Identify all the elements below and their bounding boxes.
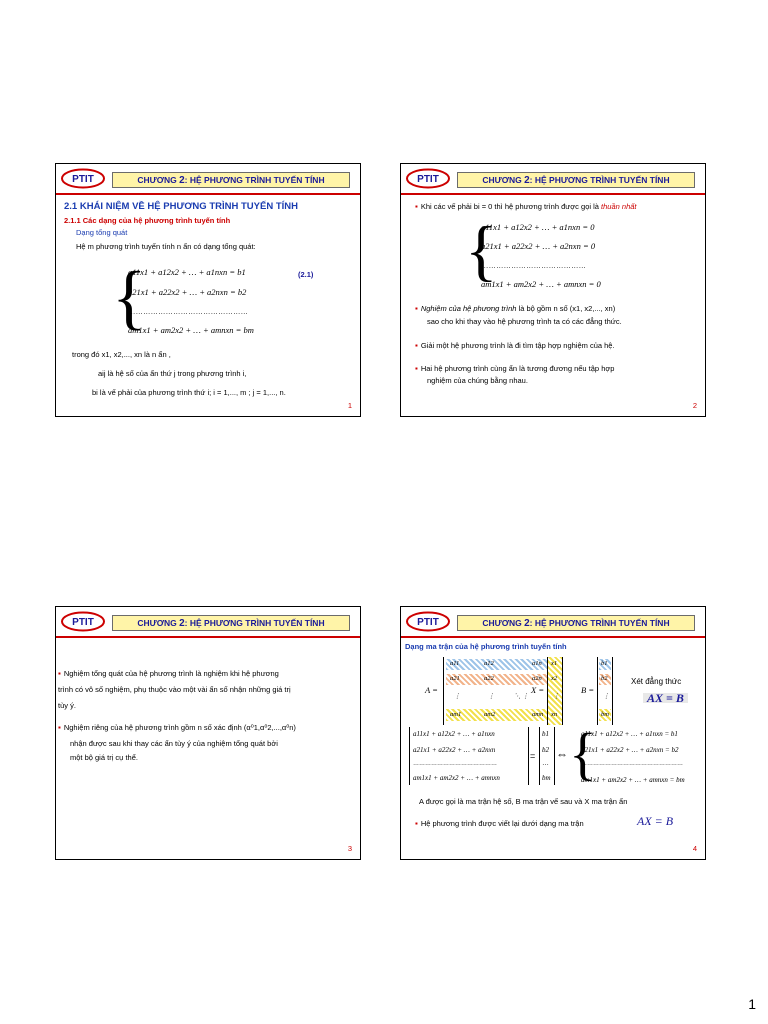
chapter-title: CHƯƠNG 2: HỆ PHƯƠNG TRÌNH TUYẾN TÍNH: [112, 615, 350, 631]
product-row: a21x1 + a22x2 + … + a2nxn: [413, 746, 496, 754]
slide-header: [56, 164, 360, 194]
matrix-x-label: X =: [531, 685, 545, 695]
svg-text:PTIT: PTIT: [417, 174, 439, 185]
equation-row: a21x1 + a22x2 + … + a2nxn = 0: [481, 241, 596, 251]
system-row: a11x1 + a12x2 + … + a1nxn = b1: [581, 730, 678, 738]
slide-header: [401, 607, 705, 637]
matrix-form-equation: AX = B: [637, 814, 674, 828]
bullet-solution: ▪ Nghiệm của hệ phương trình là bộ gồm n số (x1, x2,..., xn): [415, 304, 616, 313]
bullet-equivalent: ▪ Hai hệ phương trình cùng ẩn là tương đương nếu tập hợp: [415, 364, 615, 373]
matrix-a-cell: am1: [450, 711, 462, 718]
slide-1: PTIT CHƯƠNG 2: HỆ PHƯƠNG TRÌNH TUYẾN TÍNH 2.1 KHÁI NIỆM VỀ HỆ PHƯƠNG TRÌNH TUYẾN TÍNH 2.1.1 Các dạng của hệ phương trình tuyến tính Dạng tổng quát Hệ m phương trình tuyến tính n ẩn có dạng tổng quát: { a11x1 + a12x2 + … + a1nxn = b1 (2.1) a21x1 + a22x2 + … + a2nxn = b2 ………………………………………… am1x1 + am2x2 + … + amnxn = bm trong đó x1, x2,..., xn là n ẩn , aij là hệ số của ẩn thứ j trong phương trình i, bi là vế phải của phương trình thứ i; i = 1,..., m ; j = 1,..., n. 1: [55, 163, 361, 417]
matrix-a-cell: ⋱ ⋮: [514, 693, 529, 700]
chapter-title: CHƯƠNG 2: HỆ PHƯƠNG TRÌNH TUYẾN TÍNH: [457, 615, 695, 631]
matrix-x-cell: x2: [551, 675, 558, 682]
slide-4: PTIT CHƯƠNG 2: HỆ PHƯƠNG TRÌNH TUYẾN TÍNH Dạng ma trận của hệ phương trình tuyến tính A = a11 a12 a1n a21 a22 a2n ⋮ ⋮ ⋱ ⋮ am1 am2 amn X = x1 x2 ⋮ xn B = b1 b2 ⋮ bm Xét đẳng thức AX = B a11x1 + a12x2 + … + a1nxn a21x1 + a22x2 + … + a2nxn …………………………………… am1x1 + am2x2 + … + amnxn = b1 b2 … bm ⇔ { a11x1 + a12x2 + … + a1nxn = b1 a21x1 + a22x2 + … + a2nxn = b2 …………………………………………… am1x1 + am2x2 + … + amnxn = bm A được gọi là ma trận hệ số, B ma trận vế sau và X ma trận ẩn ▪ Hệ phương trình được viết lại dưới dạng ma trận AX = B 4: [400, 606, 706, 860]
chapter-title: CHƯƠNG 2: HỆ PHƯƠNG TRÌNH TUYẾN TÍNH: [112, 172, 350, 188]
matrix-a-cell: a21: [450, 675, 460, 682]
chapter-title: CHƯƠNG 2: HỆ PHƯƠNG TRÌNH TUYẾN TÍNH: [457, 172, 695, 188]
bullet-equivalent-cont: nghiệm của chúng bằng nhau.: [427, 376, 528, 385]
svg-text:PTIT: PTIT: [72, 617, 94, 628]
identity-formula: AX = B: [643, 693, 688, 703]
equivalence-icon: ⇔: [556, 747, 568, 761]
section-title: 2.1 KHÁI NIỆM VỀ HỆ PHƯƠNG TRÌNH TUYẾN TÍNH: [64, 201, 298, 212]
matrix-x: [547, 657, 563, 725]
form-label: Dạng tổng quát: [76, 228, 128, 237]
bullet-general-solution-cont: tùy ý.: [58, 701, 76, 710]
matrix-x-cell: ⋮: [553, 693, 560, 700]
aij-text: aij là hệ số của ẩn thứ j trong phương trình i,: [98, 369, 247, 378]
bullet-homogeneous: ▪ Khi các vế phải bi = 0 thì hệ phương trình được gọi là thuần nhất: [415, 202, 637, 211]
rhs-cell: bm: [542, 774, 551, 782]
matrix-b-cell: b1: [601, 660, 608, 667]
matrix-a-cell: amn: [532, 711, 544, 718]
slide-number: 1: [347, 401, 352, 410]
equation-label: (2.1): [298, 270, 314, 279]
intro-text: Hệ m phương trình tuyến tính n ẩn có dạng tổng quát:: [76, 242, 256, 251]
rhs-cell: …: [542, 760, 549, 767]
bullet-general-solution-cont: trình có vô số nghiệm, phụ thuộc vào một vài ẩn số nhận những giá trị: [58, 685, 291, 694]
bullet-general-solution: ▪ Nghiệm tổng quát của hệ phương trình là nghiệm khi hệ phương: [58, 669, 279, 678]
ptit-logo-icon: [405, 167, 451, 190]
matrix-a-label: A =: [425, 685, 438, 695]
slide-3: [55, 606, 361, 860]
equation-dots: …………………………………………: [128, 307, 248, 316]
matrix-a-cell: a22: [484, 675, 494, 682]
matrix-b-cell: b2: [601, 675, 608, 682]
svg-text:PTIT: PTIT: [72, 174, 94, 185]
equation-row: a11x1 + a12x2 + … + a1nxn = 0: [481, 222, 595, 232]
svg-text:PTIT: PTIT: [417, 617, 439, 628]
product-row: a11x1 + a12x2 + … + a1nxn: [413, 730, 495, 738]
equation-dots: ……………………………………: [481, 261, 586, 270]
system-row: a21x1 + a22x2 + … + a2nxn = b2: [581, 746, 679, 754]
matrix-x-cell: xn: [551, 711, 558, 718]
slide-header: [401, 164, 705, 194]
matrix-b: [597, 657, 613, 725]
matrix-a-cell: a11: [450, 660, 460, 667]
system-row: am1x1 + am2x2 + … + amnxn = bm: [581, 776, 685, 784]
bullet-solution-cont: sao cho khi thay vào hệ phương trình ta có các đẳng thức.: [427, 317, 622, 326]
bullet-matrix-form: ▪ Hệ phương trình được viết lại dưới dạng ma trận: [415, 819, 584, 828]
matrix-form-title: Dạng ma trận của hệ phương trình tuyến tính: [405, 642, 567, 651]
subsection-title: 2.1.1 Các dạng của hệ phương trình tuyến tính: [64, 216, 231, 225]
matrix-a-cell: a12: [484, 660, 494, 667]
matrix-a-cell: a1n: [532, 660, 542, 667]
equation-row: a21x1 + a22x2 + … + a2nxn = b2: [128, 287, 247, 297]
matrix-b-cell: ⋮: [603, 693, 610, 700]
matrix-a-cell: a2n: [532, 675, 542, 682]
bi-text: bi là vế phải của phương trình thứ i; i = 1,..., m ; j = 1,..., n.: [92, 388, 286, 397]
equation-row: am1x1 + am2x2 + … + amnxn = bm: [128, 325, 254, 335]
equals-sign: =: [530, 751, 536, 761]
slide-number: 3: [347, 844, 352, 853]
ptit-logo-icon: [405, 610, 451, 633]
rhs-cell: b1: [542, 730, 549, 738]
equation-row: a11x1 + a12x2 + … + a1nxn = b1: [128, 267, 246, 277]
bullet-particular-solution-cont: nhận được sau khi thay các ẩn tùy ý của nghiệm tổng quát bởi: [70, 739, 278, 748]
ptit-logo-icon: [60, 610, 106, 633]
product-dots: ……………………………………: [413, 761, 497, 767]
equation-row: am1x1 + am2x2 + … + amnxn = 0: [481, 279, 601, 289]
matrix-x-cell: x1: [551, 660, 558, 667]
matrix-b-label: B =: [581, 685, 595, 695]
ptit-logo-icon: [60, 167, 106, 190]
bullet-particular-solution-cont: một bộ giá trị cụ thể.: [70, 753, 138, 762]
slide-2: PTIT CHƯƠNG 2: HỆ PHƯƠNG TRÌNH TUYẾN TÍNH ▪ Khi các vế phải bi = 0 thì hệ phương trình được gọi là thuần nhất { a11x1 + a12x2 + … + a1nxn = 0 a21x1 + a22x2 + … + a2nxn = 0 …………………………………… am1x1 + am2x2 + … + amnxn = 0 ▪ Nghiệm của hệ phương trình là bộ gồm n số (x1, x2,..., xn) sao cho khi thay vào hệ phương trình ta có các đẳng thức. ▪ Giải một hệ phương trình là đi tìm tập hợp nghiệm của hệ. ▪ Hai hệ phương trình cùng ẩn là tương đương nếu tập hợp nghiệm của chúng bằng nhau. 2: [400, 163, 706, 417]
page-number: 1: [748, 996, 756, 1012]
matrix-b-cell: bm: [601, 711, 609, 718]
matrix-a-cell: am2: [484, 711, 496, 718]
system-dots: ……………………………………………: [581, 761, 683, 767]
matrix-a-cell: ⋮: [454, 693, 461, 700]
matrix-caption: A được gọi là ma trận hệ số, B ma trận vế sau và X ma trận ẩn: [419, 797, 628, 806]
slide-header: [56, 607, 360, 637]
slide-number: 2: [692, 401, 697, 410]
matrix-a-cell: ⋮: [488, 693, 495, 700]
where-text: trong đó x1, x2,..., xn là n ẩn ,: [72, 350, 171, 359]
slide-number: 4: [692, 844, 697, 853]
identity-label: Xét đẳng thức: [631, 677, 682, 686]
product-row: am1x1 + am2x2 + … + amnxn: [413, 774, 500, 782]
rhs-cell: b2: [542, 746, 549, 754]
bullet-particular-solution: ▪ Nghiệm riêng của hệ phương trình gồm n số xác định (α⁰1,α⁰2,...,α⁰n): [58, 723, 296, 732]
bullet-solve: ▪ Giải một hệ phương trình là đi tìm tập hợp nghiệm của hệ.: [415, 341, 615, 350]
